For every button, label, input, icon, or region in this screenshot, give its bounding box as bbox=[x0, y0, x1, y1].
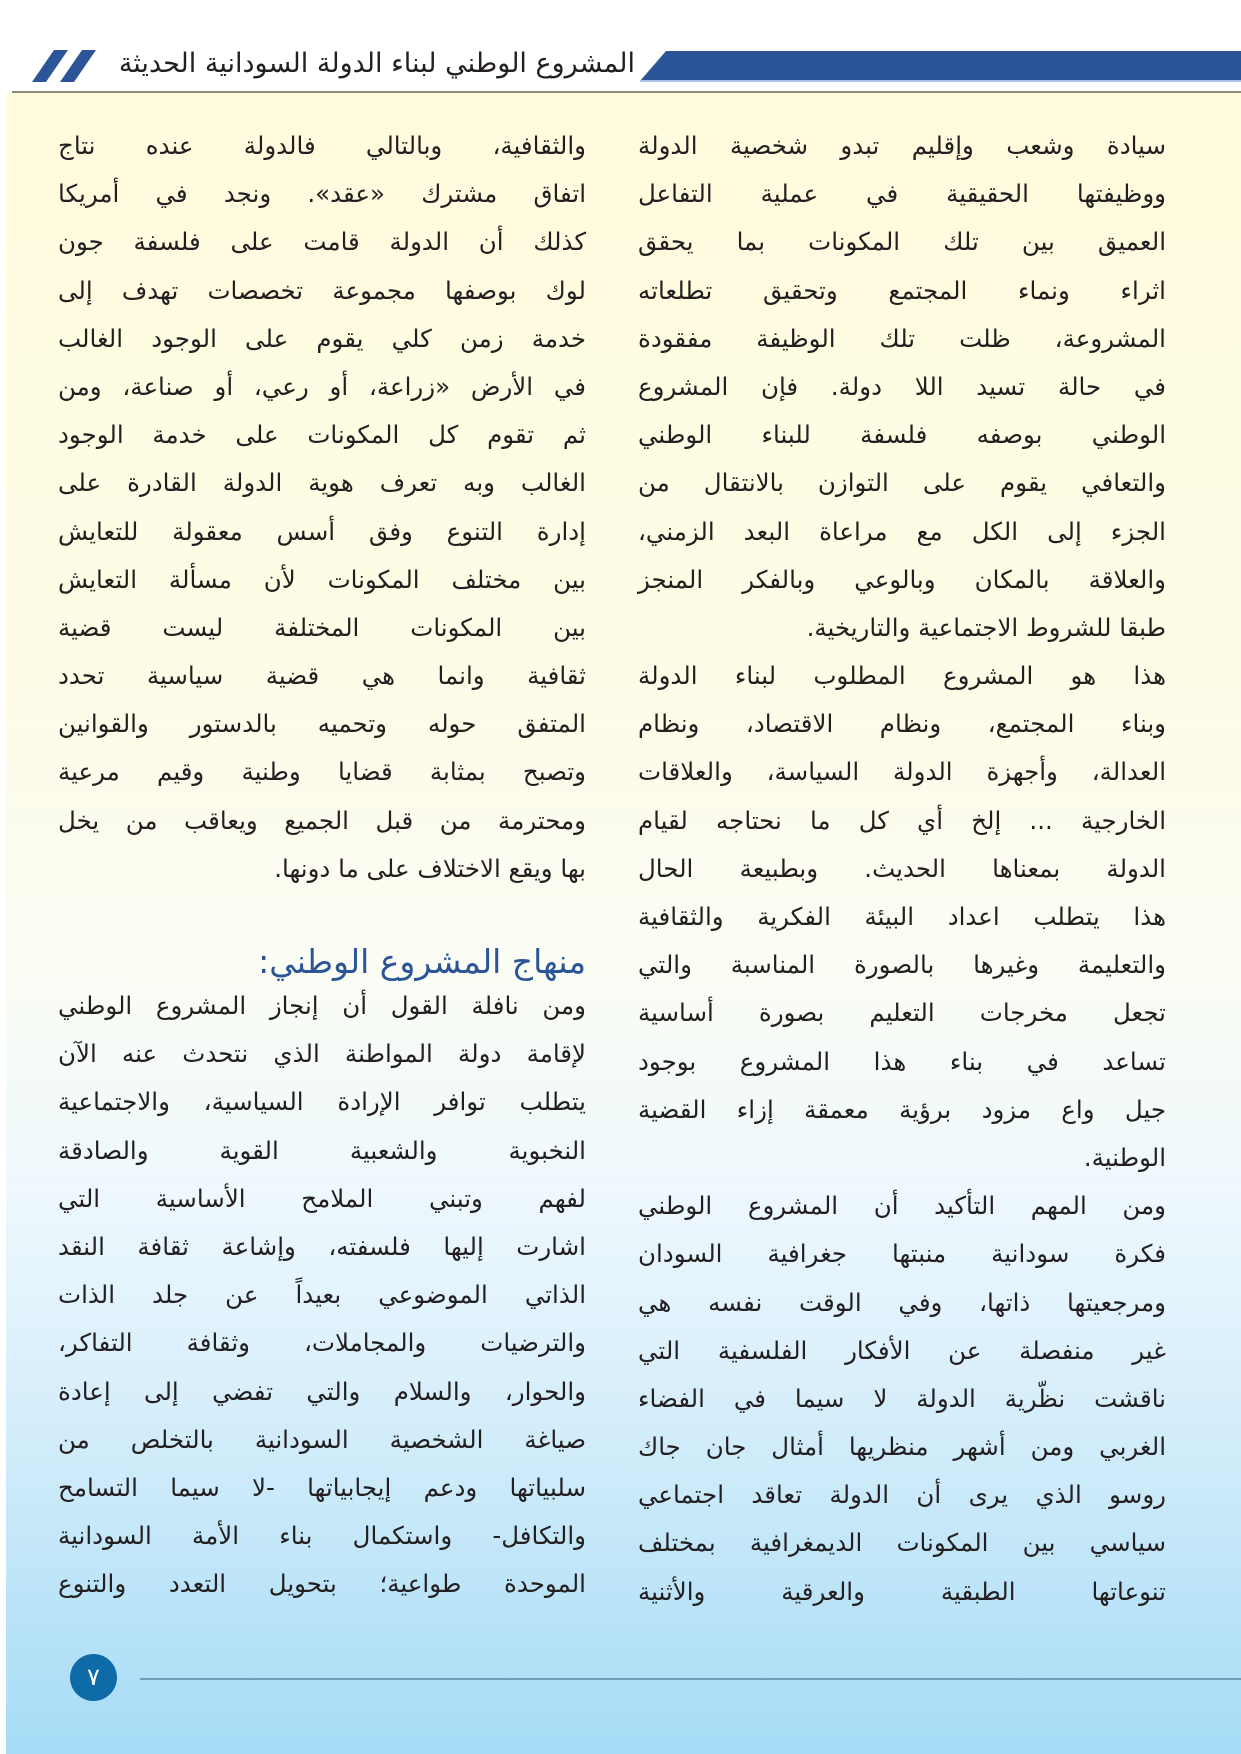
text-line: لفهم وتبني الملامح الأساسية التي bbox=[58, 1183, 586, 1213]
text-line: المشروعة، ظلت تلك الوظيفة مفقودة bbox=[638, 323, 1166, 353]
text-line: ثم تقوم كل المكونات على خدمة الوجود bbox=[58, 420, 586, 450]
text-line: سلبياتها ودعم إيجابياتها -لا سيما التسامح bbox=[58, 1472, 586, 1502]
text-line: سياسي بين المكونات الديمغرافية بمختلف bbox=[638, 1528, 1166, 1558]
text-line: تساعد في بناء هذا المشروع بوجود bbox=[638, 1046, 1166, 1076]
text-line: اتفاق مشترك «عقد». ونجد في أمريكا bbox=[58, 179, 586, 209]
text-line: ومرجعيتها ذاتها، وفي الوقت نفسه هي bbox=[638, 1287, 1166, 1317]
text-line: ووظيفتها الحقيقية في عملية التفاعل bbox=[638, 179, 1166, 209]
text-line: بين المكونات المختلفة ليست قضية bbox=[58, 612, 586, 642]
text-line: النخبوية والشعبية القوية والصادقة bbox=[58, 1135, 586, 1165]
paragraph bbox=[638, 652, 1166, 1182]
text-line: سيادة وشعب وإقليم تبدو شخصية الدولة bbox=[638, 131, 1166, 160]
running-header bbox=[0, 0, 1241, 93]
header-band-shadow bbox=[640, 80, 1241, 82]
page-number-badge: ٧ bbox=[70, 1654, 117, 1701]
text-line: بها ويقع الاختلاف على ما دونها. bbox=[274, 853, 586, 883]
section-heading: منهاج المشروع الوطني: bbox=[258, 942, 586, 981]
text-line: في الأرض «زراعة، أو رعي، أو صناعة، ومن bbox=[58, 371, 586, 401]
text-line: والعلاقة بالمكان وبالوعي وبالفكر المنجز bbox=[638, 564, 1166, 594]
text-line: الموحدة طواعية؛ بتحويل التعدد والتنوع bbox=[58, 1569, 586, 1599]
text-line: اثراء ونماء المجتمع وتحقيق تطلعاته bbox=[638, 275, 1166, 305]
text-line: الجزء إلى الكل مع مراعاة البعد الزمني، bbox=[638, 516, 1166, 546]
running-header-title: المشروع الوطني لبناء الدولة السودانية الحديثة bbox=[118, 48, 635, 79]
text-column-left bbox=[58, 122, 586, 1608]
text-line: خدمة زمن كلي يقوم على الوجود الغالب bbox=[58, 323, 586, 353]
text-line: روسو الذي يرى أن الدولة تعاقد اجتماعي bbox=[638, 1480, 1166, 1510]
text-line: الذاتي الموضوعي بعيداً عن جلد الذات bbox=[58, 1280, 586, 1310]
text-line: والتعافي يقوم على التوازن بالانتقال من bbox=[638, 468, 1166, 498]
text-line: تنوعاتها الطبقية والعرقية والأثنية bbox=[638, 1576, 1166, 1606]
paragraph bbox=[638, 122, 1166, 652]
text-line: اشارت إليها فلسفته، وإشاعة ثقافة النقد bbox=[58, 1231, 586, 1261]
text-line: ثقافية وانما هي قضية سياسية تحدد bbox=[58, 661, 586, 691]
text-line: الدولة بمعناها الحديث. وبطبيعة الحال bbox=[638, 853, 1166, 883]
text-line: وبناء المجتمع، ونظام الاقتصاد، ونظام bbox=[638, 709, 1166, 739]
text-line: العميق بين تلك المكونات بما يحقق bbox=[638, 227, 1166, 257]
text-line: طبقا للشروط الاجتماعية والتاريخية. bbox=[806, 612, 1166, 642]
text-line: العدالة، وأجهزة الدولة السياسة، والعلاقات bbox=[638, 757, 1166, 787]
text-line: والحوار، والسلام والتي تفضي إلى إعادة bbox=[58, 1376, 586, 1406]
text-line: في حالة تسيد اللا دولة. فإن المشروع bbox=[638, 371, 1166, 401]
text-line: الغربي ومن أشهر منظريها أمثال جان جاك bbox=[638, 1432, 1166, 1462]
text-line: والثقافية، وبالتالي فالدولة عنده نتاج bbox=[58, 131, 586, 160]
text-line: ومحترمة من قبل الجميع ويعاقب من يخل bbox=[58, 805, 586, 835]
text-line: الوطني بوصفه فلسفة للبناء الوطني bbox=[638, 420, 1166, 450]
text-line: الوطنية. bbox=[1083, 1142, 1166, 1172]
text-line: غير منفصلة عن الأفكار الفلسفية التي bbox=[638, 1335, 1166, 1365]
double-slash-icon bbox=[32, 50, 68, 82]
paragraph bbox=[638, 1182, 1166, 1616]
text-line: بين مختلف المكونات لأن مسألة التعايش bbox=[58, 564, 586, 594]
text-line: ومن المهم التأكيد أن المشروع الوطني bbox=[638, 1191, 1166, 1221]
text-line: هذا يتطلب اعداد البيئة الفكرية والثقافية bbox=[638, 902, 1166, 931]
text-line: صياغة الشخصية السودانية بالتخلص من bbox=[58, 1424, 586, 1454]
header-color-band bbox=[640, 51, 1241, 81]
text-line: وتصبح بمثابة قضايا وطنية وقيم مرعية bbox=[58, 757, 586, 787]
text-line: لإقامة دولة المواطنة الذي نتحدث عنه الآن bbox=[58, 1039, 586, 1069]
text-line: الخارجية ... إلخ أي كل ما نحتاجه لقيام bbox=[638, 805, 1166, 835]
text-column-right bbox=[638, 122, 1166, 1616]
paragraph bbox=[58, 982, 586, 1608]
text-line: يتطلب توافر الإرادة السياسية، والاجتماعية bbox=[58, 1087, 586, 1117]
text-line: فكرة سودانية منبتها جغرافية السودان bbox=[638, 1239, 1166, 1269]
text-line: إدارة التنوع وفق أسس معقولة للتعايش bbox=[58, 516, 586, 546]
text-line: والترضيات والمجاملات، وثقافة التفاكر، bbox=[58, 1328, 586, 1358]
text-line: لوك بوصفها مجموعة تخصصات تهدف إلى bbox=[58, 275, 586, 305]
text-line: تجعل مخرجات التعليم بصورة أساسية bbox=[638, 998, 1166, 1028]
footer-divider bbox=[140, 1678, 1241, 1680]
header-divider bbox=[12, 91, 1241, 93]
text-line: جيل واع مزود برؤية معمقة إزاء القضية bbox=[638, 1094, 1166, 1124]
double-slash-icon-second bbox=[60, 50, 96, 82]
text-line: الغالب وبه تعرف هوية الدولة القادرة على bbox=[58, 468, 586, 498]
text-line: كذلك أن الدولة قامت على فلسفة جون bbox=[58, 227, 586, 257]
text-line: ومن نافلة القول أن إنجاز المشروع الوطني bbox=[58, 991, 586, 1020]
text-line: المتفق حوله وتحميه بالدستور والقوانين bbox=[58, 709, 586, 739]
text-line: ناقشت نظّرية الدولة لا سيما في الفضاء bbox=[638, 1383, 1166, 1413]
paragraph bbox=[58, 122, 586, 893]
text-line: والتكافل- واستكمال بناء الأمة السودانية bbox=[58, 1521, 586, 1551]
text-line: والتعليمة وغيرها بالصورة المناسبة والتي bbox=[638, 950, 1166, 980]
text-line: هذا هو المشروع المطلوب لبناء الدولة bbox=[638, 661, 1166, 691]
